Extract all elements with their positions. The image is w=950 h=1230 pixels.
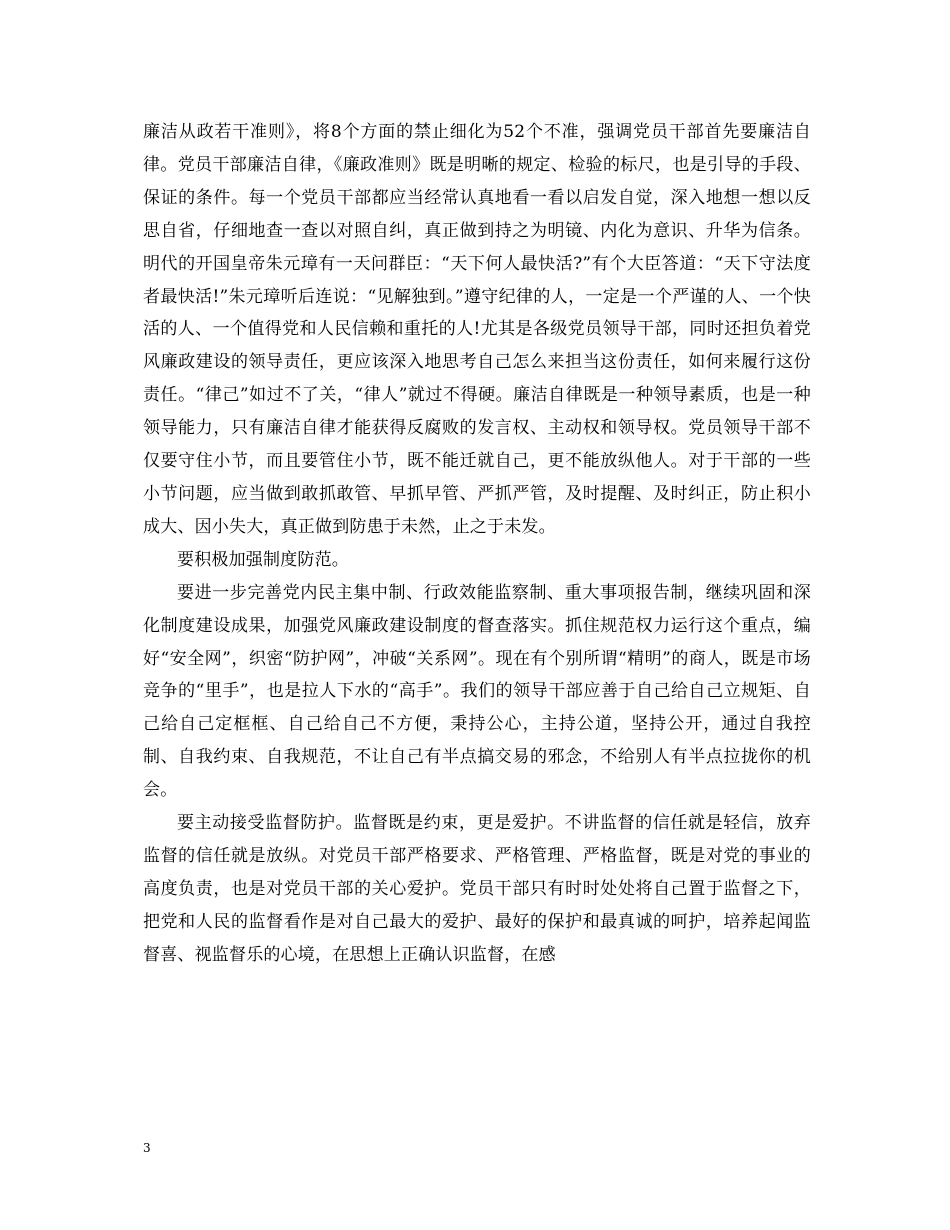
body-text <box>143 116 811 972</box>
paragraph-2: 要积极加强制度防范。 <box>177 549 349 570</box>
paragraph-1: 廉洁从政若干准则》，将8个方面的禁止细化为52个不准，强调党员干部首先要廉洁自律。党员干部廉洁自律，《廉政准则》既是明晰的规定、检验的标尺，也是引导的手段、保证的条件。每一个党员干部都应当经常认真地看一看以启发自觉，深入地想一想以反思自省，仔细地查一查以对照自纠，真正做到持之为明镜、内化为意识、升华为信条。明代的开国皇帝朱元璋有一天问群臣：“天下何人最快活?”有个大臣答道：“天下守法度者最快活!”朱元璋听后连说：“见解独到。”遵守纪律的人，一定是一个严谨的人、一个快活的人、一个值得党和人民信赖和重托的人!尤其是各级党员领导干部，同时还担负着党风廉政建设的领导责任，更应该深入地思考自己怎么来担当这份责任，如何来履行这份责任。“律己”如过不了关，“律人”就过不得硬。廉洁自律既是一种领导素质，也是一种领导能力，只有廉洁自律才能获得反腐败的发言权、主动权和领导权。党员领导干部不仅要守住小节，而且要管住小节，既不能迁就自己，更不能放纵他人。对于干部的一些小节问题，应当做到敢抓敢管、早抓早管、严抓严管，及时提醒、及时纠正，防止积小成大、因小失大，真正做到防患于未然，止之于未发。 <box>143 122 811 537</box>
paragraph-4: 要主动接受监督防护。监督既是约束，更是爱护。不讲监督的信任就是轻信，放弃监督的信任就是放纵。对党员干部严格要求、严格管理、严格监督，既是对党的事业的高度负责，也是对党员干部的关心爱护。党员干部只有时时处处将自己置于监督之下，把党和人民的监督看作是对自己最大的爱护、最好的保护和最真诚的呵护，培养起闻监督喜、视监督乐的心境，在思想上正确认识监督，在感 <box>143 813 811 965</box>
paragraph-3: 要进一步完善党内民主集中制、行政效能监察制、重大事项报告制，继续巩固和深化制度建设成果，加强党风廉政建设制度的督查落实。抓住规范权力运行这个重点，编好“安全网”，织密“防护网”，冲破“关系网”。现在有个别所谓“精明”的商人，既是市场竞争的“里手”，也是拉人下水的“高手”。我们的领导干部应善于自己给自己立规矩、自己给自己定框框、自己给自己不方便，秉持公心，主持公道，坚持公开，通过自我控制、自我约束、自我规范，不让自己有半点搞交易的邪念，不给别人有半点拉拢你的机会。 <box>143 582 811 801</box>
page-number: 3 <box>143 1141 151 1155</box>
